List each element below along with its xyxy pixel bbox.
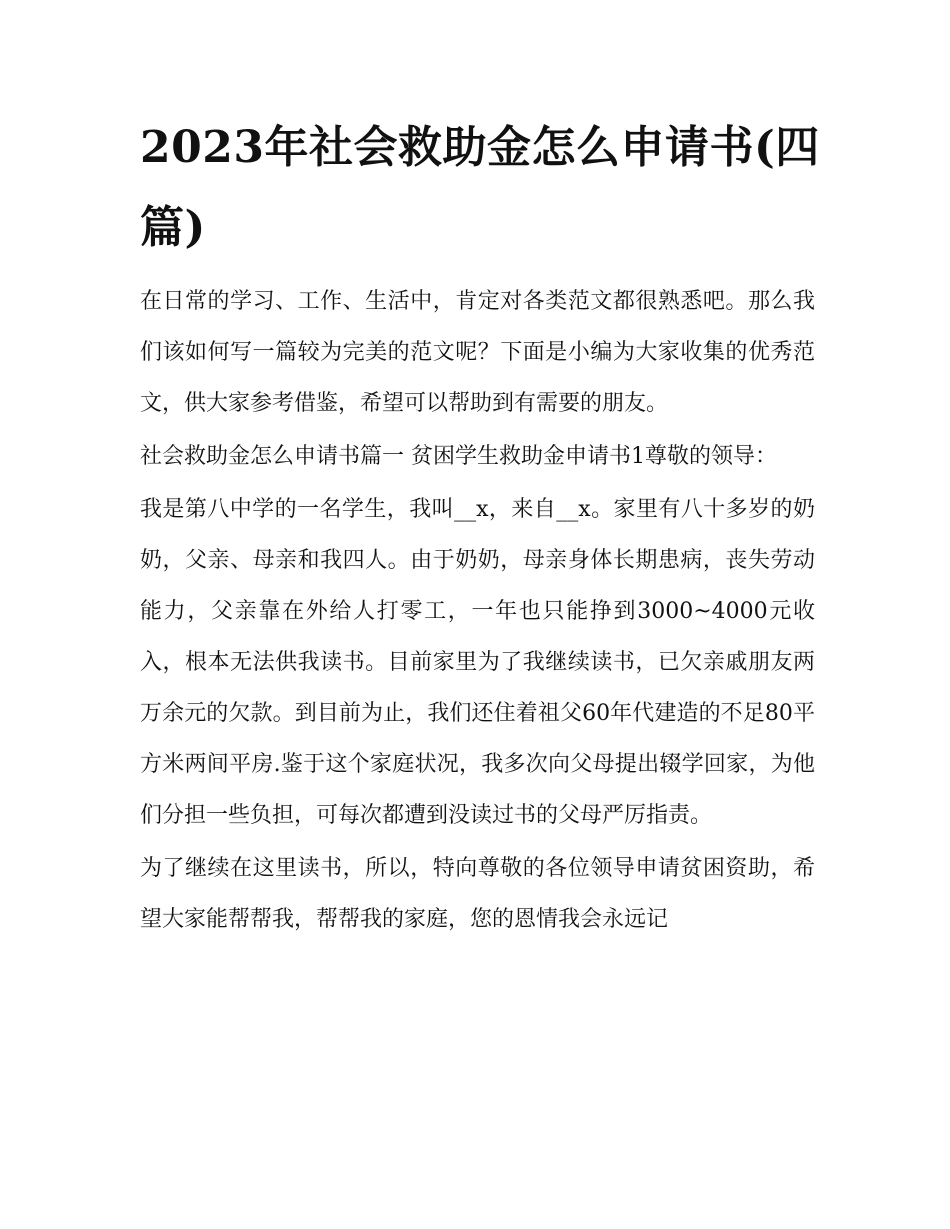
paragraph-request: 为了继续在这里读书，所以，特向尊敬的各位领导申请贫困资助，希望大家能帮帮我，帮帮我的家庭，您的恩情我会永远记 — [140, 856, 815, 932]
paragraph-intro: 在日常的学习、工作、生活中，肯定对各类范文都很熟悉吧。那么我们该如何写一篇较为完美的范文呢？下面是小编为大家收集的优秀范文，供大家参考借鉴，希望可以帮助到有需要的朋友。 — [140, 289, 815, 416]
paragraph-family-situation: 我是第八中学的一名学生，我叫__x，来自__x。家里有八十多岁的奶奶，父亲、母亲和我四人。由于奶奶，母亲身体长期患病，丧失劳动能力，父亲靠在外给人打零工，一年也只能挣到3000~4000元收入，根本无法供我读书。目前家里为了我继续读书，已欠亲戚朋友两万余元的欠款。到目前为止，我们还住着祖父60年代建造的不足80平方米两间平房.鉴于这个家庭状况，我多次向父母提出辍学回家，为他们分担一些负担，可每次都遭到没读过书的父母严厉指责。 — [140, 497, 815, 828]
paragraph-section-heading: 社会救助金怎么申请书篇一 贫困学生救助金申请书1尊敬的领导： — [140, 444, 777, 469]
document-title: 2023年社会救助金怎么申请书(四篇) — [140, 122, 820, 253]
document-body — [140, 276, 815, 947]
